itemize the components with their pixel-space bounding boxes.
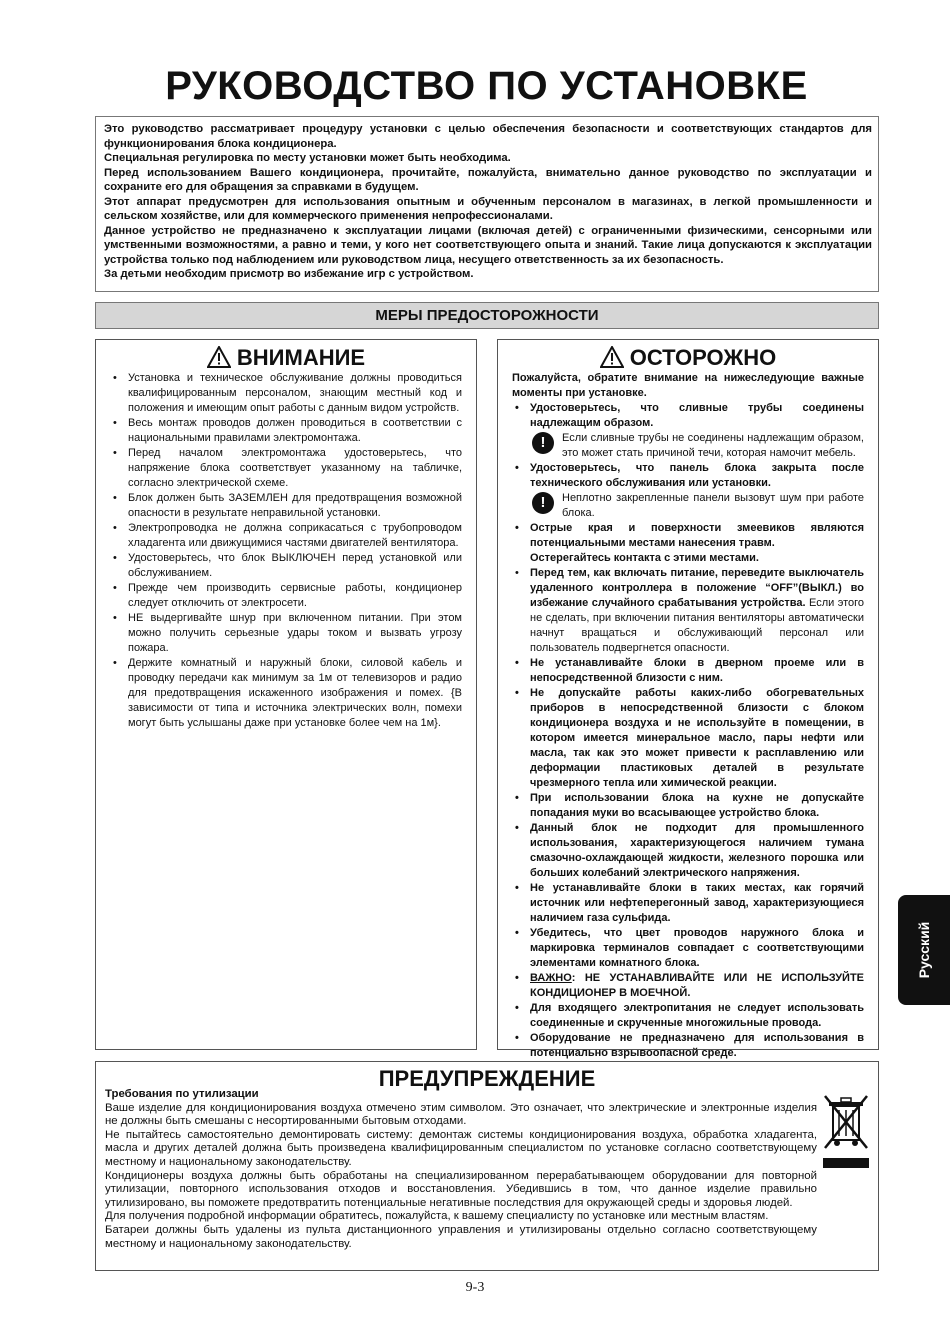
- list-item: • Установка и техническое обслуживание должны проводиться квалифицированным персоналом, знающим местный код и положения и имеющим опыт работы с данным видом устройств.: [110, 371, 462, 416]
- notice-paragraph: Батареи должны быть удалены из пульта дистанционного управления и утилизированы отдельно согласно соответствующему местному и национальному законодательству.: [105, 1223, 817, 1250]
- item-text: : НЕ УСТАНАВЛИВАЙТЕ ИЛИ НЕ ИСПОЛЬЗУЙТЕ КОНДИЦИОНЕР В МОЕЧНОЙ.: [530, 972, 864, 999]
- page-title: РУКОВОДСТВО ПО УСТАНОВКЕ: [165, 64, 808, 108]
- prohibition-icon: !: [532, 432, 554, 454]
- warning-triangle-icon: [207, 346, 231, 368]
- list-item: • Не устанавливайте блоки в таких местах, как горячий источник или нефтеперегонный завод, характеризующиеся наличием газа сульфида.: [512, 881, 864, 926]
- notice-paragraph: Не пытайтесь самостоятельно демонтировать систему: демонтаж системы кондиционирования воздуха, обработка хладагента, масла и других деталей должна быть произведена квалифицированным специалистом по установке согласно соответствующему местному и национальному законодательству.: [105, 1128, 817, 1168]
- caution-box: [497, 339, 879, 1059]
- list-item: • Не допускайте работы каких-либо обогревательных приборов в непосредственной близости с блоком кондиционера воздуха и не используйте в помещении, в котором имеется минеральное масло, пары нефти или масла, так как это может привести к расплавлению или деформации пластиковых деталей в результате чрезмерного тепла или химической реакции.: [512, 686, 864, 791]
- caution-list: [512, 401, 864, 431]
- list-item: • При использовании блока на кухне не допускайте попадания муки во всасывающее устройство блока.: [512, 791, 864, 821]
- warning-box: [95, 339, 477, 1050]
- caution-note: [512, 491, 864, 521]
- intro-text: [104, 122, 872, 282]
- caution-heading: [498, 344, 878, 371]
- section-heading: МЕРЫ ПРЕДОСТОРОЖНОСТИ: [95, 302, 879, 329]
- caution-list: [512, 566, 864, 1061]
- list-item: • НЕ выдергивайте шнур при включенном питании. При этом можно получить серьезные удары током и вызвать угрозу пожара.: [110, 611, 462, 656]
- list-item: • Удостоверьтесь, что блок ВЫКЛЮЧЕН перед установкой или обслуживанием.: [110, 551, 462, 581]
- note-text: Неплотно закрепленные панели вызовут шум при работе блока.: [562, 492, 864, 519]
- list-item: • Острые края и поверхности змеевиков являются потенциальными местами нанесения травм.: [512, 521, 864, 551]
- caution-title: ОСТОРОЖНО: [629, 345, 777, 370]
- list-item: • Весь монтаж проводов должен проводиться в соответствии с национальными правилами электромонтажа.: [110, 416, 462, 446]
- intro-paragraph: Перед использованием Вашего кондиционера, прочитайте, пожалуйста, внимательно данное руководство по эксплуатации и сохраните его для обращения за справками в будущем.: [104, 166, 872, 193]
- item-bold-text: Перед тем, как включать питание, переведите выключатель удаленного контроллера в положение “OFF”(ВЫКЛ.) во избежание случайного срабатывания устройства.: [530, 567, 864, 609]
- list-item: • Убедитесь, что цвет проводов наружного блока и маркировка терминалов совпадает с соответствующими элементами комнатного блока.: [512, 926, 864, 971]
- intro-paragraph: Данное устройство не предназначено к эксплуатации лицами (включая детей) с ограниченными физическими, сенсорными или умственными возможностями, а равно и теми, у кого нет соответствующего опыта и знаний. Такие лица допускаются к эксплуатации устройства только под наблюдением или руководством лица, несущего ответственность за их безопасность.: [104, 224, 872, 266]
- list-item: • Перед началом электромонтажа удостоверьтесь, что напряжение блока соответствует указанному на табличке, согласно электрической схеме.: [110, 446, 462, 491]
- list-item: • Для входящего электропитания не следует использовать соединенные и скрученные многожильные провода.: [512, 1001, 864, 1031]
- list-item: • Держите комнатный и наружный блоки, силовой кабель и проводку передачи как минимум за 1м от телевизоров и радио для предотвращения искаженного изображения и помех. {В зависимости от типа и источника электрических волн, помехи могут быть услышаны даже при установке более чем на 1м}.: [110, 656, 462, 731]
- list-item: [512, 566, 864, 656]
- notice-box: [95, 1061, 879, 1271]
- caution-note: [512, 431, 864, 461]
- caution-list: [512, 521, 864, 551]
- warning-triangle-icon: [600, 346, 624, 368]
- list-item: • Блок должен быть ЗАЗЕМЛЕН для предотвращения возможной опасности в результате неправильной установки.: [110, 491, 462, 521]
- intro-paragraph: Это руководство рассматривает процедуру установки с целью обеспечения безопасности и соответствующих стандартов для функционирования блока кондиционера.: [104, 123, 872, 150]
- intro-paragraph: За детьми необходим присмотр во избежание игр с устройством.: [104, 268, 474, 280]
- notice-paragraph: Для получения подробной информации обратитесь, пожалуйста, к вашему специалисту по установке или местным властям.: [105, 1210, 769, 1223]
- list-item: • Электропроводка не должна соприкасаться с трубопроводом хладагента или движущимися частями двигателей вентилятора.: [110, 521, 462, 551]
- caution-list: [512, 461, 864, 491]
- crossed-bin-icon: [821, 1092, 871, 1174]
- page-number: 9-3: [465, 1280, 485, 1295]
- warning-list: [96, 371, 476, 731]
- warning-heading: [96, 344, 476, 371]
- language-tab: [898, 895, 950, 1005]
- list-item: • Прежде чем производить сервисные работы, кондиционер следует отключить от электросети.: [110, 581, 462, 611]
- caution-content: [498, 371, 878, 1061]
- list-item: • Удостоверьтесь, что панель блока закрыта после технического обслуживания или установки.: [512, 461, 864, 491]
- caution-intro: Пожалуйста, обратите внимание на нижеследующие важные моменты при установке.: [512, 372, 864, 399]
- language-label: Русский: [916, 921, 932, 979]
- caution-subnote: Остерегайтесь контакта с этими местами.: [530, 552, 759, 564]
- list-item: • Данный блок не подходит для промышленного использования, характеризующегося наличием тумана смазочно-охлаждающей жидкости, железного порошка или больших колебаний электрического напряжения.: [512, 821, 864, 881]
- notice-title: ПРЕДУПРЕЖДЕНИЕ: [378, 1066, 596, 1091]
- intro-paragraph: Специальная регулировка по месту установки может быть необходима.: [104, 152, 511, 164]
- note-text: Если сливные трубы не соединены надлежащим образом, это может стать причиной течи, которая намочит мебель.: [562, 432, 864, 459]
- warning-title: ВНИМАНИЕ: [236, 345, 366, 370]
- notice-body: [105, 1088, 817, 1251]
- list-item: • Оборудование не предназначено для использования в потенциально взрывоопасной среде.: [512, 1031, 864, 1061]
- important-label: ВАЖНО: [530, 972, 572, 984]
- prohibition-icon: !: [532, 492, 554, 514]
- item-text: Если этого не сделать, при включении питания вентиляторы автоматически начнут вращаться и обслуживающий персонал или пользователь подвергнется опасности.: [530, 597, 864, 654]
- list-item: • Удостоверьтесь, что сливные трубы соединены надлежащим образом.: [512, 401, 864, 431]
- list-item: • Не устанавливайте блоки в дверном проеме или в непосредственной близости с ним.: [512, 656, 864, 686]
- list-item: [512, 971, 864, 1001]
- notice-paragraph: Ваше изделие для кондиционирования воздуха отмечено этим символом. Это означает, что электрические и электронные изделия не должны быть смешаны с несортированными бытовым отходами.: [105, 1101, 817, 1128]
- notice-subtitle: Требования по утилизации: [105, 1088, 259, 1100]
- notice-paragraph: Кондиционеры воздуха должны быть обработаны на специализированном перерабатывающем оборудовании для повторной утилизации, повторного использования отходов и восстановления. Убедившись в том, что данное изделие правильно утилизировано, вы поможете предотвратить потенциальные негативные последствия для окружающей среды и здоровья людей.: [105, 1169, 817, 1209]
- intro-paragraph: Этот аппарат предусмотрен для использования опытным и обученным персоналом в магазинах, в легкой промышленности и сельском хозяйстве, или для коммерческого применения непрофессионалами.: [104, 195, 872, 222]
